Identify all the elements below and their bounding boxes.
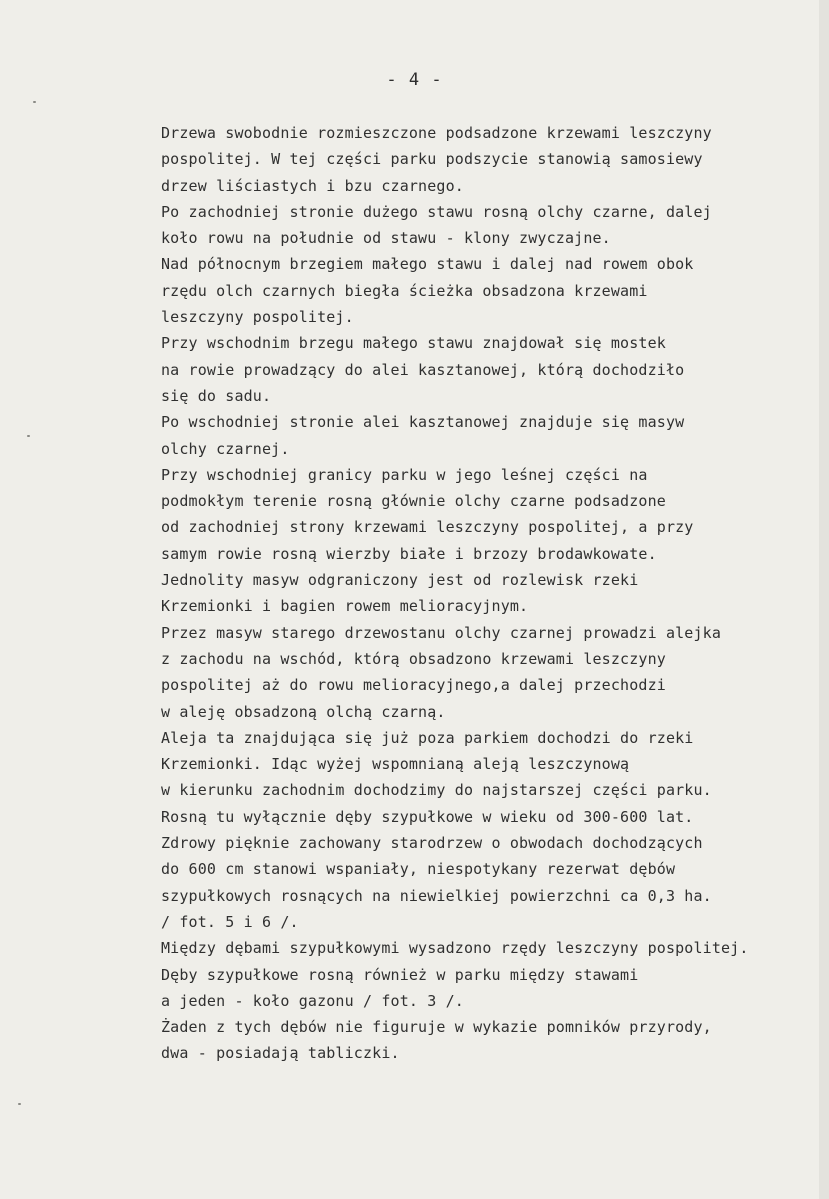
text-line: w aleję obsadzoną olchą czarną. — [161, 702, 446, 721]
text-line: Przy wschodniej granicy parku w jego leśnej części na — [161, 465, 648, 484]
text-line: Dęby szypułkowe rosną również w parku między stawami — [161, 965, 639, 984]
text-line: Krzemionki i bagien rowem melioracyjnym. — [161, 597, 529, 616]
text-line: pospolitej. W tej części parku podszycie stanowią samosiewy — [161, 150, 703, 169]
text-line: Po wschodniej stronie alei kasztanowej znajduje się masyw — [161, 413, 685, 432]
text-line: się do sadu. — [161, 386, 272, 405]
text-line: szypułkowych rosnących na niewielkiej powierzchni ca 0,3 ha. — [161, 886, 712, 905]
text-line: pospolitej aż do rowu melioracyjnego,a dalej przechodzi — [161, 676, 666, 695]
text-line: samym rowie rosną wierzby białe i brzozy brodawkowate. — [161, 544, 657, 563]
text-line: Rosną tu wyłącznie dęby szypułkowe w wieku od 300-600 lat. — [161, 807, 694, 826]
text-line: Między dębami szypułkowymi wysadzono rzędy leszczyny pospolitej. — [161, 939, 749, 958]
text-line: rzędu olch czarnych biegła ścieżka obsadzona krzewami — [161, 281, 648, 300]
text-line: Drzewa swobodnie rozmieszczone podsadzone krzewami leszczyny — [161, 124, 712, 142]
text-line: podmokłym terenie rosną głównie olchy czarne podsadzone — [161, 492, 666, 511]
text-line: z zachodu na wschód, którą obsadzono krzewami leszczyny — [161, 649, 666, 668]
text-line: do 600 cm stanowi wspaniały, niespotykany rezerwat dębów — [161, 860, 676, 879]
text-line: dwa - posiadają tabliczki. — [161, 1044, 400, 1063]
text-line: Jednolity masyw odgraniczony jest od rozlewisk rzeki — [161, 571, 639, 590]
text-line: Żaden z tych dębów nie figuruje w wykazie pomników przyrody, — [161, 1018, 712, 1037]
text-line: koło rowu na południe od stawu - klony zwyczajne. — [161, 229, 611, 248]
text-line: od zachodniej strony krzewami leszczyny pospolitej, a przy — [161, 518, 694, 537]
text-line: / fot. 5 i 6 /. — [161, 912, 299, 931]
paper-speck — [33, 101, 36, 103]
text-line: a jeden - koło gazonu / fot. 3 /. — [161, 991, 464, 1010]
text-line: drzew liściastych i bzu czarnego. — [161, 176, 464, 195]
text-line: leszczyny pospolitej. — [161, 308, 354, 327]
paper-speck — [27, 435, 30, 437]
text-line: Przy wschodnim brzegu małego stawu znajdował się mostek — [161, 334, 666, 353]
text-line: Aleja ta znajdująca się już poza parkiem dochodzi do rzeki — [161, 728, 694, 747]
typed-text-body — [161, 120, 821, 1067]
text-line: olchy czarnej. — [161, 439, 290, 458]
text-line: Zdrowy pięknie zachowany starodrzew o obwodach dochodzących — [161, 834, 703, 853]
paper-speck — [18, 1103, 21, 1105]
page-number: - 4 - — [386, 70, 443, 90]
text-line: w kierunku zachodnim dochodzimy do najstarszej części parku. — [161, 781, 712, 800]
text-line: Po zachodniej stronie dużego stawu rosną olchy czarne, dalej — [161, 202, 712, 221]
text-line: Nad północnym brzegiem małego stawu i dalej nad rowem obok — [161, 255, 694, 274]
text-line: Przez masyw starego drzewostanu olchy czarnej prowadzi alejka — [161, 623, 722, 642]
text-line: Krzemionki. Idąc wyżej wspomnianą aleją leszczynową — [161, 755, 630, 774]
text-line: na rowie prowadzący do alei kasztanowej, którą dochodziło — [161, 360, 685, 379]
